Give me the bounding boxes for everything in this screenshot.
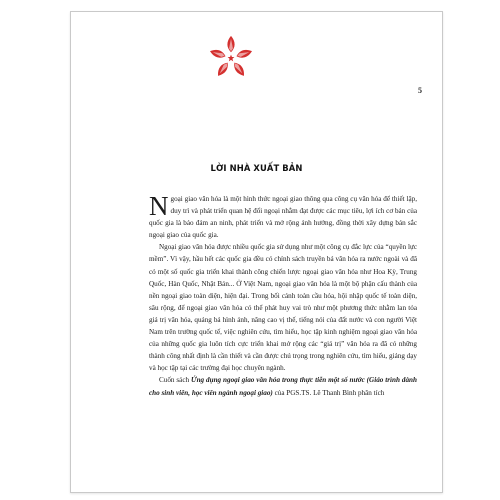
paragraph-2: Ngoại giao văn hóa được nhiều quốc gia sử dụng như một công cụ đắc lực của “quyền lực mềm”. Vì vậy, hầu hết các quốc gia đều có chính sách truyền bá văn hóa ra nước ngoài và đã có một số quốc gia triển khai thành công chiến lược ngoại giao văn hóa như Hoa Kỳ, Trung Quốc, Hàn Quốc, Nhật Bản... Ở Việt Nam, ngoại giao văn hóa là một bộ phận cấu thành của nền ngoại giao toàn diện, hiện đại. Trong bối cảnh toàn cầu hóa, hội nhập quốc tế toàn diện, sâu rộng, để ngoại giao văn hóa có thể phát huy vai trò như một phương thức nhằm lan tỏa giá trị văn hóa, quảng bá hình ảnh, nâng cao vị thế, tiếng nói của đất nước và con người Việt Nam trên trường quốc tế, việc nghiên cứu, tìm hiểu, học tập kinh nghiệm ngoại giao văn hóa của những quốc gia luôn tích cực triển khai mở rộng các “giá trị” văn hóa ra đã có những thành công nhất định là cần thiết và cần được chú trọng trong nghiên cứu, tìm hiểu, giảng dạy và học tập tại các trường đại học chuyên ngành.: [149, 243, 417, 373]
paragraph-3-prefix: Cuốn sách: [159, 376, 192, 385]
paragraph-3-suffix: của PGS.TS. Lê Thanh Bình phân tích: [272, 388, 385, 397]
paragraph-1-text: goại giao văn hóa là một hình thức ngoại giao thông qua công cụ văn hóa để thiết lập, duy trì và phát triển quan hệ đối ngoại nhằm đạt được các mục tiêu, lợi ích cơ bản của quốc gia là bảo đảm an ninh, phát triển và mở rộng ảnh hưởng, đồng thời xây dựng bản sắc ngoại giao của quốc gia.: [149, 195, 417, 240]
drop-cap: N: [149, 191, 169, 221]
page-number: 5: [418, 86, 422, 95]
body-text: [149, 193, 417, 399]
chapter-title: LỜI NHÀ XUẤT BẢN: [210, 163, 303, 173]
book-title-emphasis: Ứng dụng ngoại giao văn hóa trong thực tiễn một số nước (Giáo trình dành cho sinh viên, học viên ngành ngoại giao): [149, 376, 417, 397]
publisher-emblem-icon: [207, 34, 255, 82]
paragraph-1: [149, 193, 417, 241]
paragraph-3: [149, 374, 417, 398]
book-page: [70, 11, 443, 493]
